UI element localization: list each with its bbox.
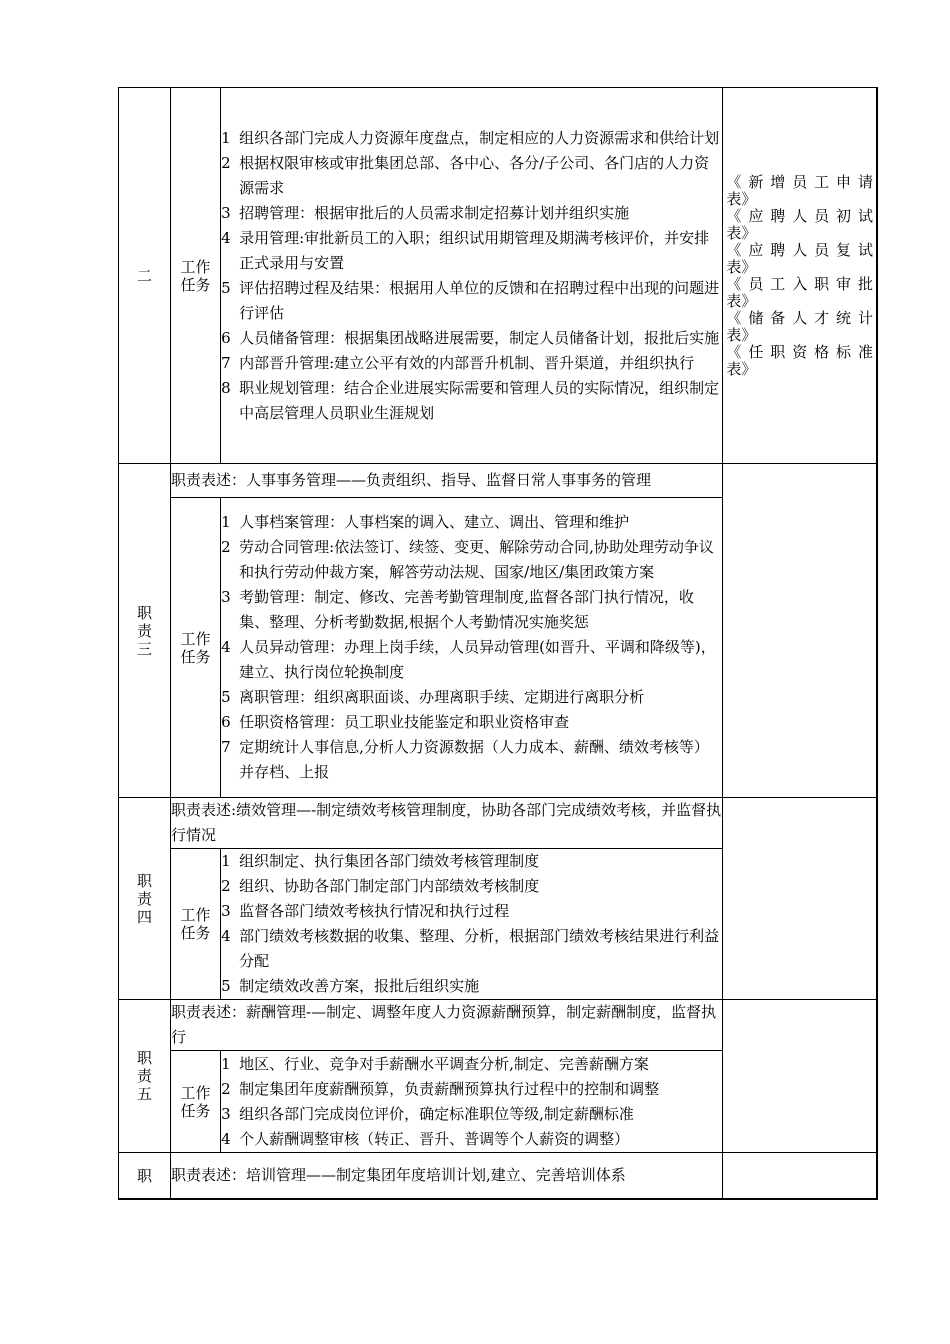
task-text: 任职资格管理：员工职业技能鉴定和职业资格审查	[239, 713, 570, 731]
duty-label-char: 三	[137, 639, 153, 658]
duty-2-task-list	[221, 88, 723, 464]
task-item	[221, 276, 722, 326]
task-text: 制定绩效改善方案，报批后组织实施	[239, 977, 480, 995]
task-label-line: 任务	[180, 275, 211, 294]
duty-label-char: 责	[137, 621, 153, 640]
task-number: 3	[221, 588, 231, 606]
duty-5-forms-empty	[723, 1000, 877, 1153]
duty-label-char: 责	[137, 1067, 153, 1085]
form-name-line: 表》	[726, 291, 757, 310]
task-item	[221, 849, 722, 874]
task-item	[221, 1127, 722, 1152]
task-text: 内部晋升管理:建立公平有效的内部晋升机制、晋升渠道，并组织执行	[239, 353, 695, 372]
task-label-line: 任务	[180, 647, 211, 666]
form-name-line: 表》	[726, 223, 757, 242]
task-item	[221, 924, 722, 974]
task-text: 人员储备管理：根据集团战略进展需要，制定人员储备计划，报批后实施	[239, 328, 720, 347]
task-label-line: 任务	[180, 924, 211, 942]
task-number: 7	[221, 738, 231, 756]
task-text: 组织制定、执行集团各部门绩效考核管理制度	[239, 852, 540, 870]
task-label-line: 工作	[180, 257, 211, 276]
duty-label-char: 职	[137, 871, 153, 890]
task-number: 1	[221, 128, 231, 147]
task-item	[221, 201, 722, 226]
task-text: 地区、行业、竞争对手薪酬水平调查分析,制定、完善薪酬方案	[239, 1054, 649, 1073]
task-number: 4	[221, 927, 231, 945]
duty-6-row	[119, 1153, 878, 1199]
task-number: 7	[221, 353, 231, 372]
duty-label-char: 五	[137, 1085, 153, 1103]
duty-5-label	[119, 1000, 171, 1153]
task-item	[221, 126, 722, 151]
task-item	[221, 874, 722, 899]
form-name-line: 《新增员工申请	[726, 172, 873, 191]
form-name-line: 表》	[726, 359, 757, 378]
task-item	[221, 899, 722, 924]
duty-5-task-label	[171, 1051, 221, 1153]
task-text: 监督各部门绩效考核执行情况和执行过程	[239, 902, 510, 920]
task-item	[221, 151, 722, 201]
duty-4-task-label	[171, 849, 221, 1000]
duty-label-char: 职	[137, 603, 153, 622]
task-text: 招聘管理：根据审批后的人员需求制定招募计划并组织实施	[239, 203, 630, 222]
task-text: 考勤管理：制定、修改、完善考勤管理制度,监督各部门执行情况，收集、整理、分析考勤数据,根据个人考勤情况实施奖惩	[239, 588, 694, 631]
task-text: 定期统计人事信息,分析人力资源数据（人力成本、薪酬、绩效考核等）并存档、上报	[239, 738, 709, 781]
task-label-line: 任务	[180, 1101, 211, 1120]
task-number: 5	[221, 278, 231, 297]
form-name-line: 表》	[726, 189, 757, 208]
task-text: 评估招聘过程及结果：根据用人单位的反馈和在招聘过程中出现的问题进行评估	[239, 278, 720, 322]
form-name-line: 《任职资格标准	[726, 342, 873, 361]
duty-3-description: 职责表述：人事事务管理——负责组织、指导、监督日常人事事务的管理	[171, 464, 723, 498]
task-text: 组织各部门完成岗位评价，确定标准职位等级,制定薪酬标准	[239, 1104, 634, 1123]
duty-label-char: 职	[137, 1049, 153, 1067]
task-label-line: 工作	[180, 629, 211, 648]
duty-3-forms-empty	[723, 464, 877, 798]
task-item	[221, 1102, 722, 1127]
task-item	[221, 1077, 722, 1102]
task-text: 个人薪酬调整审核（转正、晋升、普调等个人薪资的调整）	[239, 1129, 630, 1148]
task-text: 人员异动管理：办理上岗手续，人员异动管理(如晋升、平调和降级等)，建立、执行岗位轮换制度	[239, 638, 716, 681]
task-label-line: 工作	[180, 1083, 211, 1102]
task-number: 5	[221, 688, 231, 706]
form-name-line: 《应聘人员初试	[726, 206, 873, 225]
duty-2-task-label	[171, 88, 221, 464]
task-number: 3	[221, 902, 231, 920]
duty-3-label	[119, 464, 171, 798]
task-text: 组织各部门完成人力资源年度盘点，制定相应的人力资源需求和供给计划	[239, 128, 720, 147]
duty-2-row	[119, 88, 878, 464]
task-number: 2	[221, 877, 231, 895]
duty-4-task-list	[221, 849, 723, 1000]
task-text: 组织、协助各部门制定部门内部绩效考核制度	[239, 877, 540, 895]
task-item	[221, 710, 722, 735]
task-number: 6	[221, 713, 231, 731]
duty-4-forms-empty	[723, 798, 877, 1000]
task-number: 4	[221, 638, 231, 656]
duty-6-description: 职责表述：培训管理——制定集团年度培训计划,建立、完善培训体系	[171, 1153, 723, 1199]
task-number: 5	[221, 977, 231, 995]
duty-label-char: 责	[137, 889, 153, 908]
task-number: 1	[221, 852, 231, 870]
task-text: 离职管理：组织离职面谈、办理离职手续、定期进行离职分析	[239, 688, 645, 706]
task-text: 职业规划管理：结合企业进展实际需要和管理人员的实际情况，组织制定中高层管理人员职业生涯规划	[239, 378, 720, 422]
task-text: 制定集团年度薪酬预算，负责薪酬预算执行过程中的控制和调整	[239, 1079, 660, 1098]
task-text: 劳动合同管理:依法签订、续签、变更、解除劳动合同,协助处理劳动争议和执行劳动仲裁方案，解答劳动法规、国家/地区/集团政策方案	[239, 538, 714, 581]
duty-5-description: 职责表述：薪酬管理-—制定、调整年度人力资源薪酬预算，制定薪酬制度，监督执行	[171, 1000, 723, 1051]
duty-6-forms-empty	[723, 1153, 877, 1199]
responsibility-table	[118, 87, 878, 1200]
task-item	[221, 735, 722, 785]
duty-5-task-list	[221, 1051, 723, 1153]
task-text: 根据权限审核或审批集团总部、各中心、各分/子公司、各门店的人力资源需求	[239, 153, 710, 197]
form-name-line: 表》	[726, 325, 757, 344]
duty-2-label-text: 二	[137, 267, 153, 285]
task-item	[221, 510, 722, 535]
duty-5-desc-row	[119, 1000, 878, 1051]
task-label-line: 工作	[180, 906, 211, 924]
task-number: 2	[221, 153, 231, 172]
duty-4-description: 职责表述:绩效管理—-制定绩效考核管理制度，协助各部门完成绩效考核，并监督执行情况	[171, 798, 723, 849]
duty-4-desc-row	[119, 798, 878, 849]
task-number: 4	[221, 1129, 231, 1148]
form-name-line: 《员工入职审批	[726, 274, 873, 293]
task-item	[221, 376, 722, 426]
duty-label-char: 四	[137, 907, 153, 926]
task-item	[221, 226, 722, 276]
task-text: 人事档案管理：人事档案的调入、建立、调出、管理和维护	[239, 513, 630, 531]
form-name-line: 《储备人才统计	[726, 308, 873, 327]
task-number: 6	[221, 328, 231, 347]
duty-6-label	[119, 1153, 171, 1199]
task-item	[221, 326, 722, 351]
duty-3-task-list	[221, 498, 723, 798]
task-item	[221, 585, 722, 635]
duty-2-label	[119, 88, 171, 464]
duty-3-desc-row	[119, 464, 878, 498]
form-name-line: 表》	[726, 257, 757, 276]
task-number: 8	[221, 378, 231, 397]
task-number: 1	[221, 513, 231, 531]
task-number: 4	[221, 228, 231, 247]
task-text: 录用管理:审批新员工的入职；组织试用期管理及期满考核评价，并安排正式录用与安置	[239, 228, 710, 272]
task-number: 2	[221, 1079, 231, 1098]
form-name-line: 《应聘人员复试	[726, 240, 873, 259]
task-item	[221, 974, 722, 999]
task-number: 3	[221, 203, 231, 222]
duty-3-task-label	[171, 498, 221, 798]
duty-2-forms	[723, 88, 877, 464]
task-number: 1	[221, 1054, 231, 1073]
task-text: 部门绩效考核数据的收集、整理、分析，根据部门绩效考核结果进行利益分配	[239, 927, 720, 970]
task-number: 2	[221, 538, 231, 556]
task-item	[221, 535, 722, 585]
duty-6-label-text: 职	[137, 1166, 153, 1185]
task-item	[221, 1052, 722, 1077]
task-item	[221, 351, 722, 376]
duty-4-label	[119, 798, 171, 1000]
task-item	[221, 685, 722, 710]
task-number: 3	[221, 1104, 231, 1123]
task-item	[221, 635, 722, 685]
